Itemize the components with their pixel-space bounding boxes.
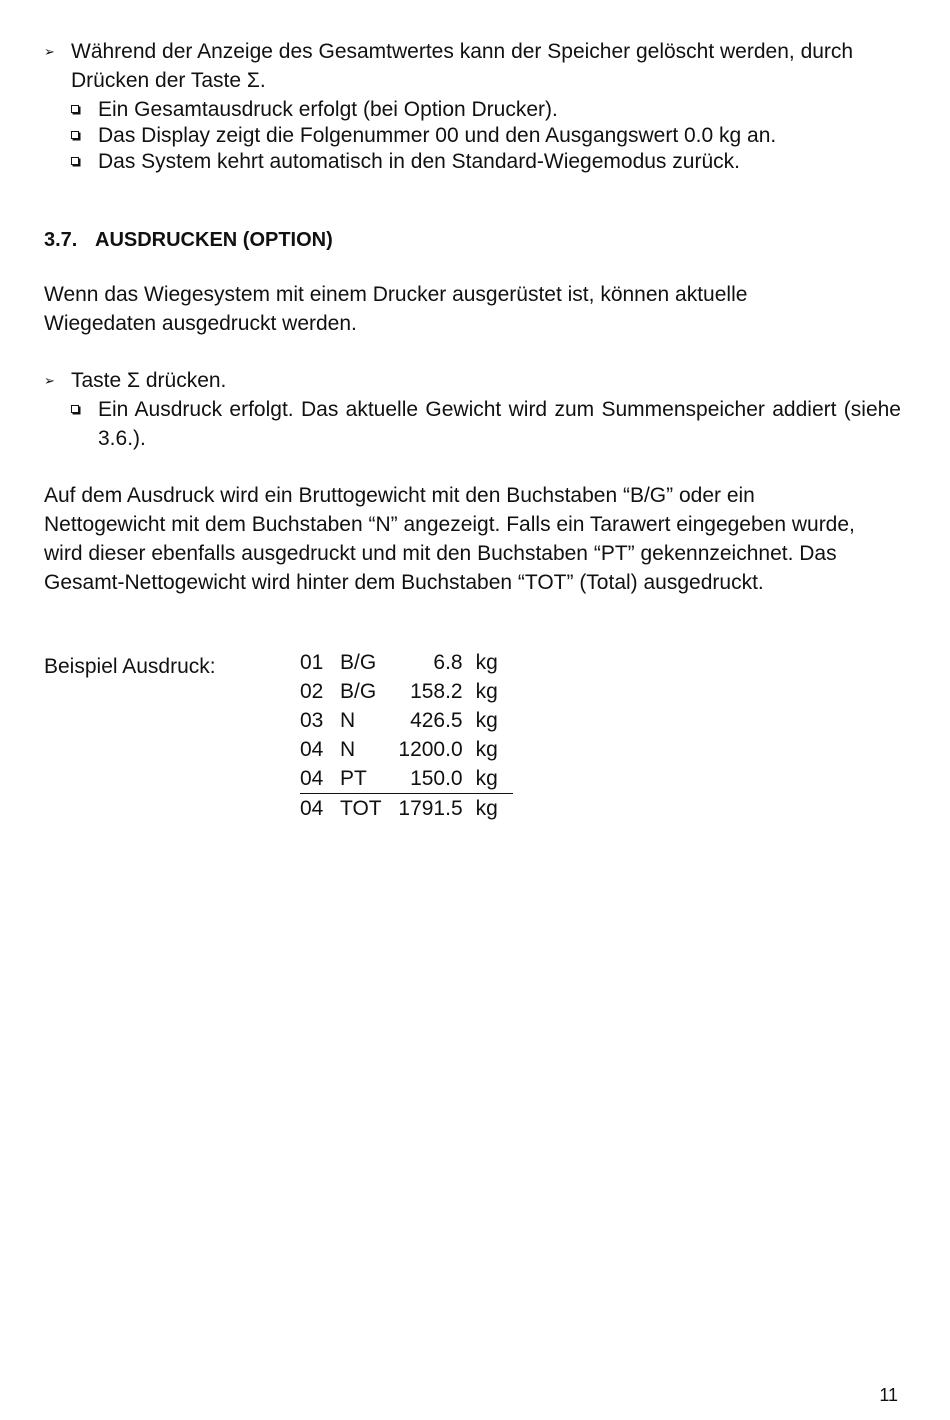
row-unit: kg (463, 764, 513, 794)
row-unit: kg (475, 797, 498, 820)
row-unit: kg (475, 651, 498, 674)
printout-row (300, 735, 513, 764)
row-number: 01 (300, 651, 324, 674)
printout-row (300, 677, 513, 706)
row-code: TOT (340, 797, 382, 820)
row-number: 04 (300, 797, 324, 820)
list-item-text: Ein Ausdruck erfolgt. Das aktuelle Gewicht wird zum Summenspeicher addiert (siehe 3.6.). (98, 398, 901, 450)
step-arrow-text: Taste Σ drücken. (71, 369, 227, 392)
printout-row-tare (300, 764, 513, 794)
row-value: 158.2 (410, 680, 463, 703)
list-item-text: Das Display zeigt die Folgenummer 00 und den Ausgangswert 0.0 kg an. (98, 124, 777, 147)
row-value: 1200.0 (398, 738, 463, 761)
arrowhead-bullet-icon: ➢ (44, 44, 55, 59)
row-value: 1791.5 (398, 797, 463, 820)
row-value: 426.5 (410, 709, 463, 732)
section-title: AUSDRUCKEN (OPTION) (95, 229, 333, 251)
row-code: B/G (340, 651, 377, 674)
arrowhead-bullet-icon: ➢ (44, 373, 55, 388)
row-number: 04 (300, 764, 340, 794)
row-code: N (340, 738, 356, 761)
square-bullet-icon (71, 131, 79, 139)
example-printout-table (300, 648, 513, 823)
row-code: PT (340, 764, 382, 794)
intro-arrow-text: Während der Anzeige des Gesamtwertes kann der Speicher gelöscht werden, durch Drücken der Taste Σ. (71, 40, 854, 92)
list-item (71, 121, 901, 150)
row-code: N (340, 709, 356, 732)
intro-sub-list (71, 95, 901, 176)
printout-row (300, 706, 513, 735)
square-bullet-icon (71, 157, 79, 165)
step-arrow-item (44, 366, 904, 395)
row-value: 6.8 (433, 651, 463, 674)
row-unit: kg (475, 709, 498, 732)
list-item-text: Ein Gesamtausdruck erfolgt (bei Option Drucker). (98, 98, 558, 121)
list-item (71, 95, 901, 124)
step-sub-list (71, 395, 901, 453)
square-bullet-icon (71, 105, 79, 113)
page-number: 11 (879, 1385, 898, 1405)
list-item (71, 395, 901, 453)
list-item (71, 147, 901, 176)
intro-arrow-item (44, 37, 904, 95)
example-label: Beispiel Ausdruck: (44, 655, 216, 678)
row-unit: kg (475, 738, 498, 761)
printout-row-total (300, 794, 513, 824)
row-number: 02 (300, 680, 324, 703)
row-unit: kg (475, 680, 498, 703)
row-number: 03 (300, 709, 324, 732)
list-item-text: Das System kehrt automatisch in den Standard-Wiegemodus zurück. (98, 150, 740, 173)
paragraph-intro: Wenn das Wiegesystem mit einem Drucker ausgerüstet ist, können aktuelle Wiegedaten ausgedruckt werden. (44, 283, 748, 335)
printout-row (300, 648, 513, 677)
section-heading (44, 226, 333, 255)
row-code: B/G (340, 680, 377, 703)
row-value: 150.0 (382, 764, 463, 794)
paragraph-printout-description: Auf dem Ausdruck wird ein Bruttogewicht mit den Buchstaben “B/G” oder ein Nettogewicht mit dem Buchstaben “N” angezeigt. Falls ein Tarawert eingegeben wurde, wird dieser ebenfalls ausgedruckt und mit den Buchstaben “PT” gekennzeichnet. Das Gesamt-Nettogewicht wird hinter dem Buchstaben “TOT” (Total) ausgedruckt. (44, 484, 855, 594)
square-bullet-icon (71, 405, 79, 413)
section-number: 3.7. (44, 229, 78, 251)
row-number: 04 (300, 738, 324, 761)
